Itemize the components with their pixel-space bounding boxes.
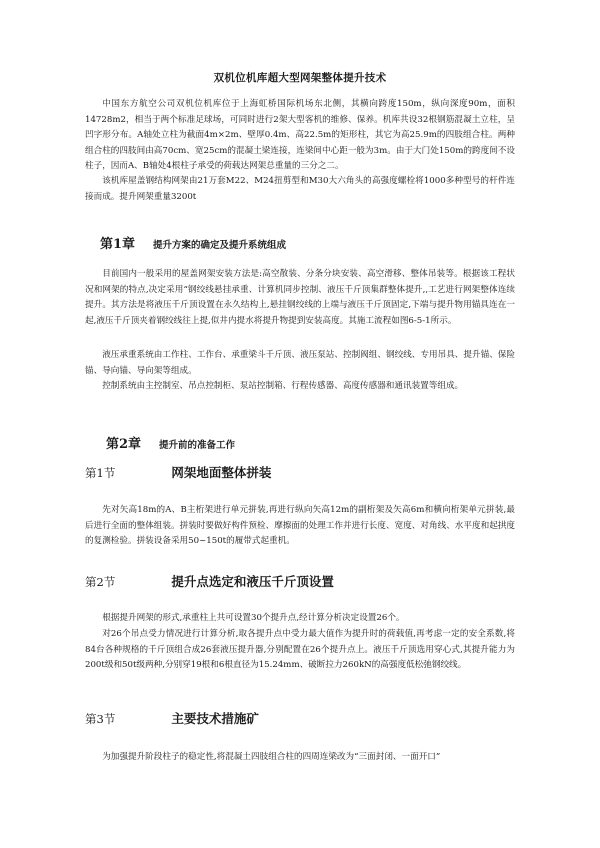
section-2-heading — [85, 572, 334, 590]
section-number: 第3节 — [85, 712, 116, 726]
document-title: 双机位机库超大型网架整体提升技术 — [213, 72, 387, 84]
section-title: 提升点选定和液压千斤顶设置 — [171, 574, 334, 589]
section-number: 第1节 — [85, 466, 116, 480]
chapter-1-paragraph-3: 控制系统由主控制室、吊点控制柜、泵站控制箱、行程传感器、高度传感器和通讯装置等组成。 — [102, 381, 464, 391]
chapter-1-heading — [100, 233, 286, 252]
intro-paragraph-1: 中国东方航空公司双机位机库位于上海虹桥国际机场东北侧，其横向跨度150m，纵向深度90m，面积14728m2，相当于两个标准足球场，可同时进行2架大型客机的维修、保养。机库共设32根钢筋混凝土立柱，呈凹字形分布。A轴处立柱为截面4m×2m、壁厚0.4m、高22.5m的矩形柱，其它为高25.9m的四肢组合柱。两种组合柱的四肢间由高70cm、宽25cm的混凝土梁连接，连梁间中心距一般为3m。由于大门处150m的跨度间不设柱子，因而A、B轴处4根柱子承受的荷载达网架总重量的三分之二。 — [85, 99, 515, 172]
chapter-1-paragraph-2: 液压承重系统由工作柱、工作台、承重梁斗千斤顶、液压泵站、控制阀组、钢绞线、专用吊具、提升锚、保险锚、导向锚、导向架等组成。 — [85, 350, 515, 376]
section-1-paragraph-1: 先对矢高18m的A、B主桁架进行单元拼装,再进行纵向矢高12m的副桁架及矢高6m和横向桁架单元拼装,最后进行全面的整体组装。拼装时要做好构件预检、摩擦面的处理工作并进行长度、宽度、对角线、水平度和起拱度的复测检验。拼装设备采用50~150t的履带式起重机。 — [85, 505, 515, 547]
section-title: 主要技术措施矿 — [171, 711, 259, 726]
section-2-paragraph-2: 对26个吊点受力情况进行计算分析,取各提升点中受力最大值作为提升时的荷载值,再考虑一定的安全系数,将84台各种规格的千斤顶组合成26套液压提升器,分别配置在26个提升点上。液压千斤顶选用穿心式,其提升能力为200t级和50t级两种,分别穿19根和6根直径为15.24mm、破断拉力260kN的高强度低松弛钢绞线。 — [85, 629, 515, 671]
section-1-heading — [85, 463, 271, 481]
section-2-paragraph-1: 根据提升网架的形式,承重柱上共可设置30个提升点,经计算分析决定设置26个。 — [102, 613, 405, 623]
chapter-number: 第1章 — [100, 237, 136, 252]
chapter-2-heading — [106, 433, 235, 452]
section-number: 第2节 — [85, 575, 116, 589]
section-3-heading — [85, 709, 259, 727]
chapter-title: 提升前的准备工作 — [159, 440, 236, 451]
intro-paragraph-2: 该机库屋盖钢结构网架由21万套M22、M24扭剪型和M30大六角头的高强度螺栓将1000多种型号的杆件连接而成。提升网架重量3200t — [85, 176, 515, 202]
section-3-paragraph-1: 为加强提升阶段柱子的稳定性,将混凝土四肢组合柱的四周连梁改为“三面封闭、一面开口” — [102, 752, 441, 762]
section-title: 网架地面整体拼装 — [171, 465, 272, 480]
chapter-number: 第2章 — [106, 437, 142, 452]
chapter-title: 提升方案的确定及提升系统组成 — [153, 240, 287, 251]
chapter-1-paragraph-1: 目前国内一般采用的屋盖网架安装方法是:高空散装、分条分块安装、高空滑移、整体吊装等。根据该工程状况和网架的特点,决定采用“钢绞线悬挂承重、计算机同步控制、液压千斤顶集群整体提升,,工艺进行网架整体连续提升。其方法是将液压千斤顶设置在永久结构上,悬挂钢绞线的上端与液压千斤顶固定,下端与提升物用锚具连在一起,液压千斤顶夹着钢绞线往上提,似井内提水将提升物提到安装高度。其施工流程如图6-5-1所示。 — [85, 269, 515, 326]
